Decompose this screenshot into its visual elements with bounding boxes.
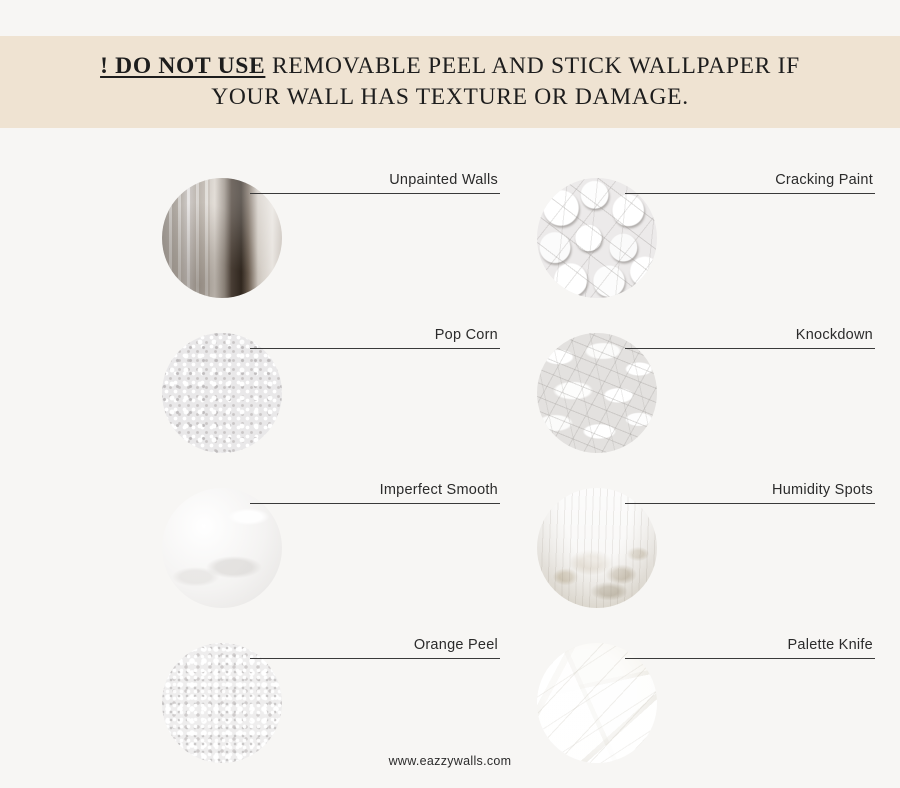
label-block-humidity-spots [625,482,875,504]
swatch-imperfect-smooth [162,488,282,608]
swatch-knockdown [537,333,657,453]
label-underline [250,348,500,349]
texture-grid [0,150,900,770]
texture-label: Cracking Paint [775,172,873,188]
label-block-palette-knife [625,637,875,659]
texture-row [0,615,900,770]
footer-website: www.eazzywalls.com [388,754,512,768]
texture-label: Knockdown [795,327,873,343]
texture-row [0,460,900,615]
texture-label: Palette Knife [787,637,873,653]
texture-label: Pop Corn [434,327,498,343]
knockdown-texture-image [537,333,657,453]
swatch-humidity-spots [537,488,657,608]
texture-item-imperfect-smooth [130,460,510,610]
label-block-imperfect-smooth [250,482,500,504]
label-underline [625,658,875,659]
texture-label: Unpainted Walls [389,172,498,188]
swatch-orange-peel [162,643,282,763]
label-underline [250,193,500,194]
texture-item-unpainted-walls [130,150,510,300]
texture-row [0,150,900,305]
label-underline [250,503,500,504]
orange-peel-texture-image [162,643,282,763]
label-block-cracking-paint [625,172,875,194]
texture-item-pop-corn [130,305,510,455]
texture-label: Imperfect Smooth [379,482,498,498]
label-block-unpainted-walls [250,172,500,194]
label-underline [625,193,875,194]
label-underline [625,348,875,349]
texture-label: Humidity Spots [771,482,873,498]
texture-label: Orange Peel [413,637,498,653]
swatch-unpainted-walls [162,178,282,298]
palette-knife-texture-image [537,643,657,763]
swatch-palette-knife [537,643,657,763]
warning-banner-line-2: YOUR WALL HAS TEXTURE OR DAMAGE. [211,84,689,110]
texture-row [0,305,900,460]
label-block-knockdown [625,327,875,349]
unpainted-walls-texture-image [162,178,282,298]
swatch-pop-corn [162,333,282,453]
texture-item-orange-peel [130,615,510,765]
warning-banner-emphasis: ! DO NOT USE [100,52,266,79]
pop-corn-texture-image [162,333,282,453]
swatch-cracking-paint [537,178,657,298]
humidity-spots-texture-image [537,488,657,608]
label-underline [250,658,500,659]
texture-item-palette-knife [505,615,885,765]
label-block-orange-peel [250,637,500,659]
warning-banner-line-1-rest: REMOVABLE PEEL AND STICK WALLPAPER IF [265,52,800,79]
warning-banner-line-1 [100,51,800,82]
texture-item-knockdown [505,305,885,455]
cracking-paint-texture-image [537,178,657,298]
texture-item-cracking-paint [505,150,885,300]
label-underline [625,503,875,504]
imperfect-smooth-texture-image [162,488,282,608]
texture-item-humidity-spots [505,460,885,610]
warning-banner [0,36,900,128]
label-block-pop-corn [250,327,500,349]
